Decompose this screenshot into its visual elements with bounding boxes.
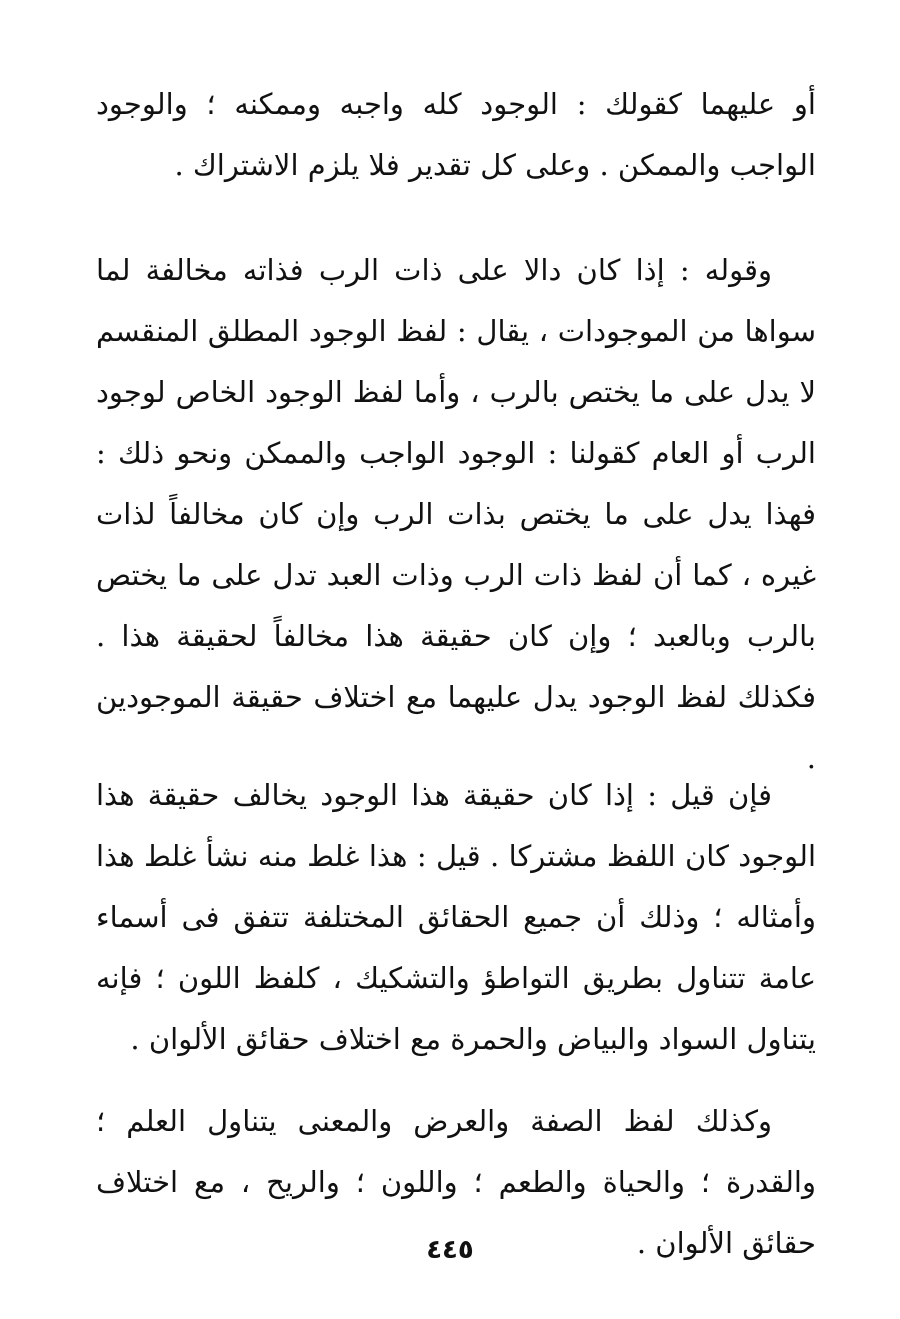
paragraph-4: وكذلك لفظ الصفة والعرض والمعنى يتناول العلم ؛ والقدرة ؛ والحياة والطعم ؛ واللون ؛ والريح ، مع اختلاف حقائق الألوان . — [96, 1104, 816, 1260]
paragraph-1: أو عليهما كقولك : الوجود كله واجبه وممكنه ؛ والوجود الواجب والممكن . وعلى كل تقدير فلا يلزم الاشتراك . — [96, 87, 816, 182]
paragraph-2: وقوله : إذا كان دالا على ذات الرب فذاته مخالفة لما سواها من الموجودات ، يقال : لفظ الوجود المطلق المنقسم لا يدل على ما يختص بالرب ، وأما لفظ الوجود الخاص لوجود الرب أو العام كقولنا : الوجود الواجب والممكن ونحو ذلك : فهذا يدل على ما يختص بذات الرب وإن كان مخالفاً لذات غيره ، كما أن لفظ ذات الرب وذات العبد تدل على ما يختص بالرب وبالعبد ؛ وإن كان حقيقة هذا مخالفاً لحقيقة هذا . فكذلك لفظ الوجود يدل عليهما مع اختلاف حقيقة الموجودين . — [96, 253, 816, 775]
paragraph-3: فإن قيل : إذا كان حقيقة هذا الوجود يخالف حقيقة هذا الوجود كان اللفظ مشتركا . قيل : هذا غلط منه نشأ غلط هذا وأمثاله ؛ وذلك أن جميع الحقائق المختلفة تتفق فى أسماء عامة تتناول بطريق التواطؤ والتشكيك ، كلفظ اللون ؛ فإنه يتناول السواد والبياض والحمرة مع اختلاف حقائق الألوان . — [96, 778, 816, 1056]
page-number: ٤٤٥ — [426, 1235, 474, 1265]
